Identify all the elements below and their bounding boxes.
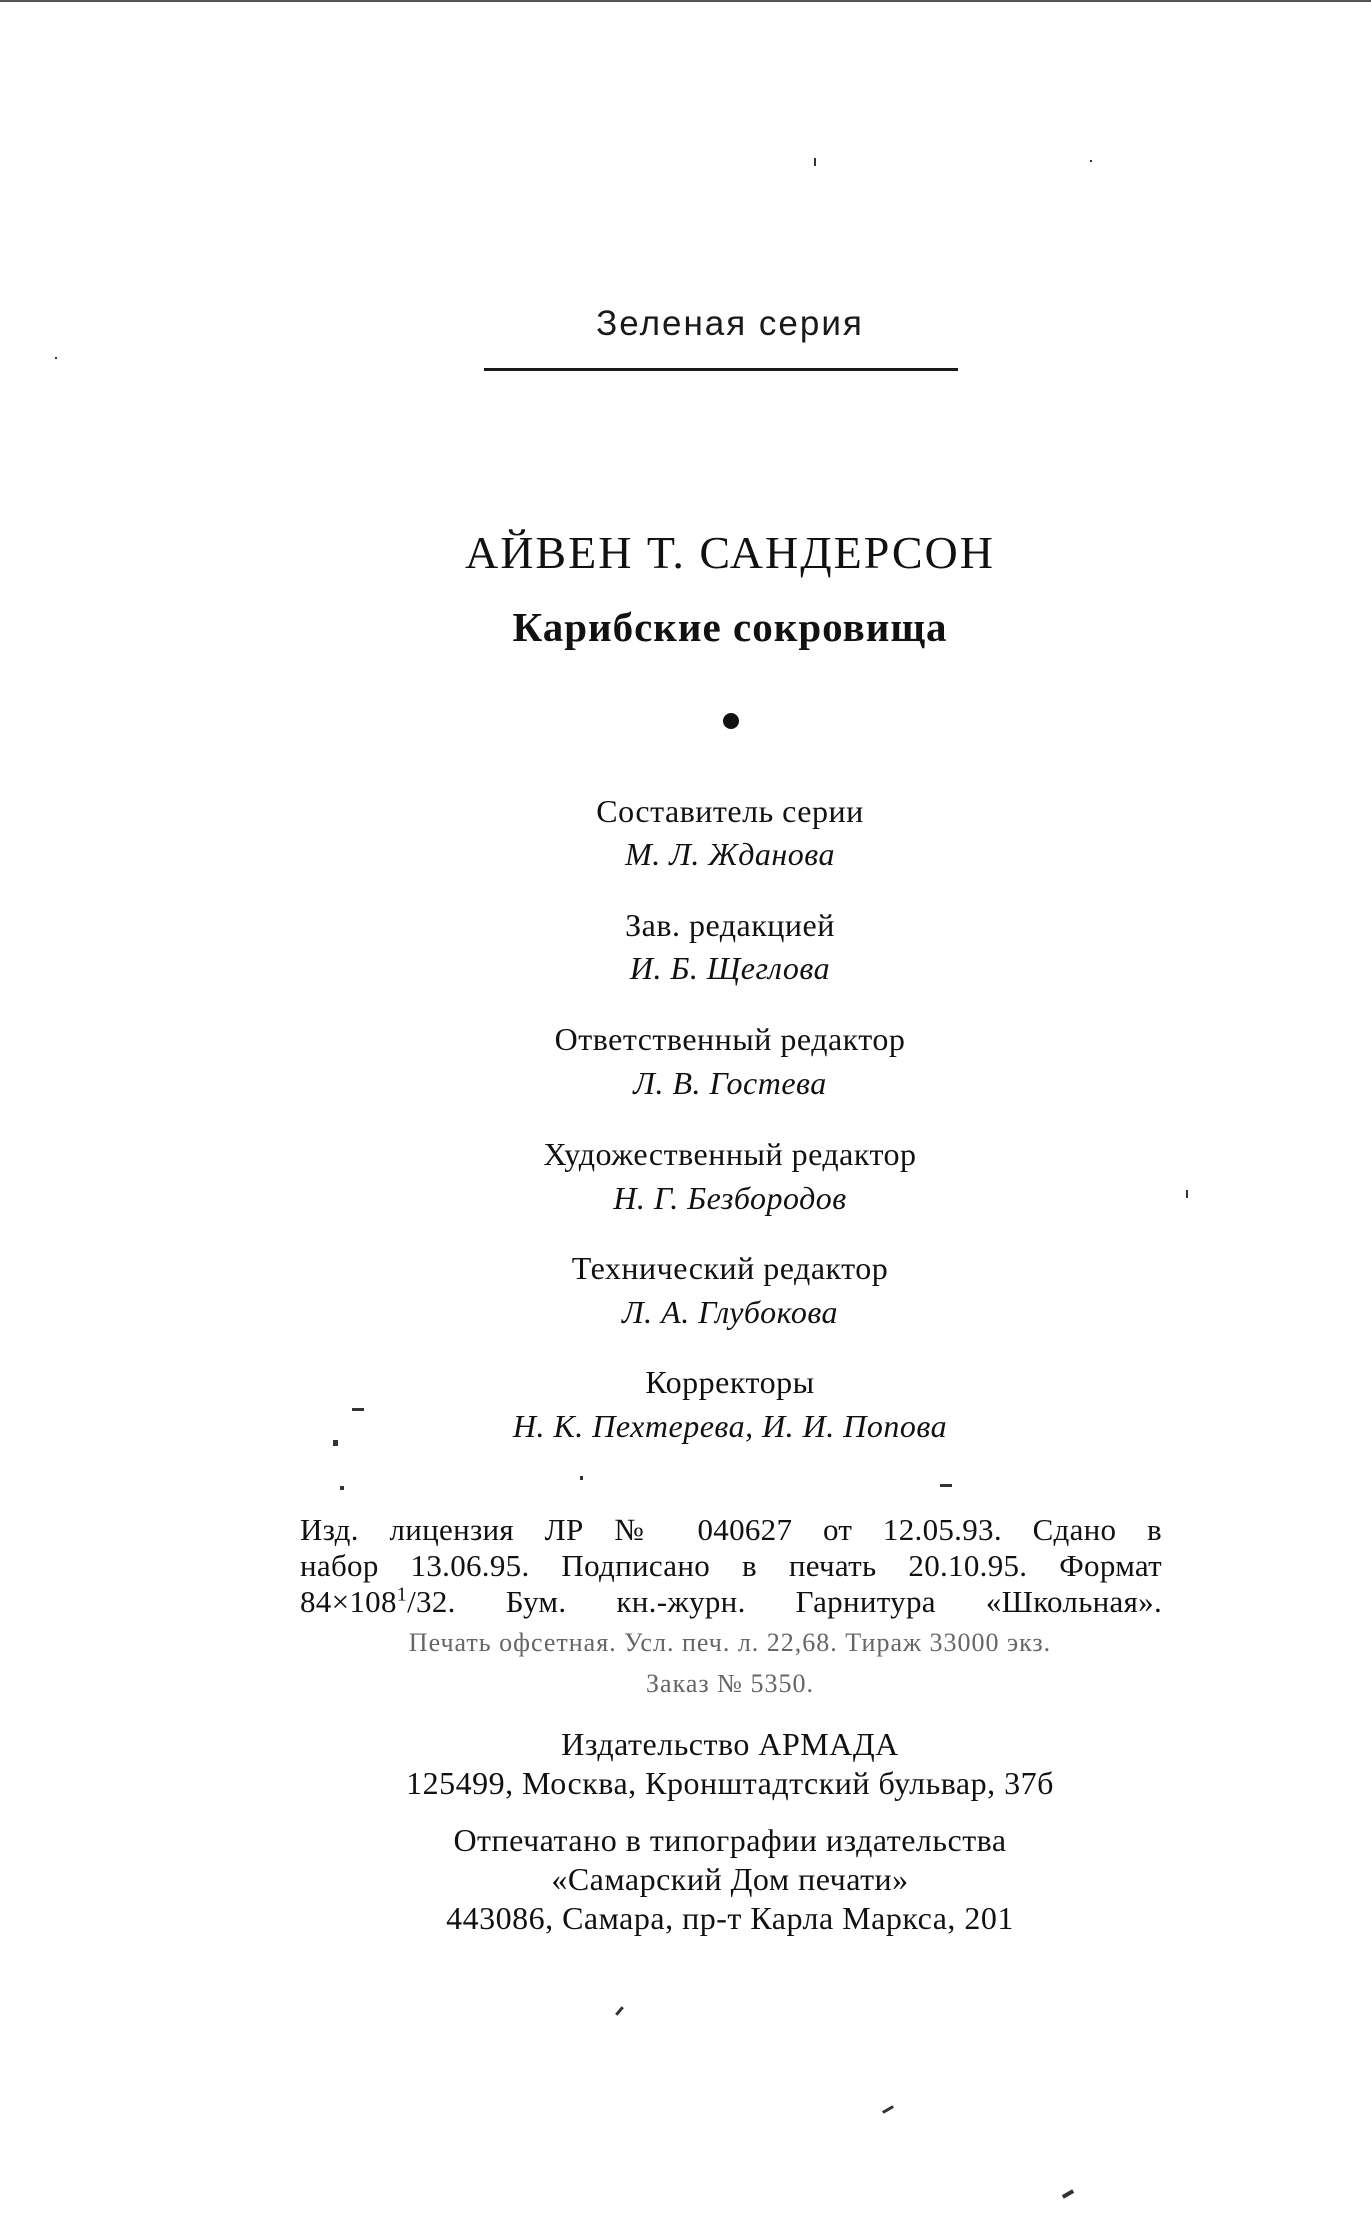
scan-speck [814,158,816,166]
imprint-line: набор 13.06.95. Подписано в печать 20.10.95. Формат [300,1548,1162,1583]
format-fraction-numerator: 1 [396,1583,408,1606]
credit-role-managing-editor: Ответственный редактор [554,1021,906,1057]
format-details: /32. Бум. кн.-журн. Гарнитура «Школьная». [407,1584,1162,1619]
credit-name-proofreaders: Н. К. Пехтерева, И. И. Попова [512,1408,948,1444]
author-name: АЙВЕН Т. САНДЕРСОН [464,527,995,578]
imprint-block [300,1512,1162,1620]
scan-speck [1186,1190,1188,1198]
scan-speck [333,1440,338,1446]
scan-speck [580,1476,583,1480]
scan-speck [1062,2189,1074,2198]
scan-speck [340,1486,344,1490]
credit-role-technical-editor: Технический редактор [571,1250,889,1286]
series-underline [484,368,958,371]
credit-role-compiler: Составитель серии [596,793,864,829]
printer-line: Отпечатано в типографии издательства [453,1822,1007,1858]
scan-speck [352,1408,364,1411]
credit-name-art-editor: Н. Г. Безбородов [613,1180,847,1216]
format-size: 84×108 [300,1584,397,1619]
series-title: Зеленая серия [596,304,864,343]
credit-name-compiler: М. Л. Жданова [625,836,835,872]
credit-name-head-of-editorial: И. Б. Щеглова [629,950,831,986]
credit-role-head-of-editorial: Зав. редакцией [625,907,835,943]
printer-name: «Самарский Дом печати» [551,1861,909,1897]
scan-speck [882,2105,894,2114]
publisher-address: 125499, Москва, Кронштадтский бульвар, 37б [406,1765,1054,1801]
imprint-line [300,1584,1162,1620]
printer-address: 443086, Самара, пр-т Карла Маркса, 201 [446,1900,1014,1936]
scan-speck [940,1484,952,1487]
imprint-line: Изд. лицензия ЛР № 040627 от 12.05.93. Сдано в [300,1512,1162,1547]
scan-speck [55,357,57,359]
scan-speck [615,2006,624,2016]
credit-role-art-editor: Художественный редактор [543,1136,917,1172]
credit-role-proofreaders: Корректоры [645,1364,815,1400]
separator-dot [723,713,739,729]
scan-speck [1090,160,1092,162]
credit-name-technical-editor: Л. А. Глубокова [621,1294,839,1330]
credit-name-managing-editor: Л. В. Гостева [633,1065,827,1101]
publisher-name: Издательство АРМАДА [561,1726,899,1762]
imprint-print-run: Печать офсетная. Усл. печ. л. 22,68. Тираж 33000 экз. [408,1628,1052,1657]
book-title: Карибские сокровища [512,604,948,650]
imprint-order-number: Заказ № 5350. [646,1669,814,1698]
